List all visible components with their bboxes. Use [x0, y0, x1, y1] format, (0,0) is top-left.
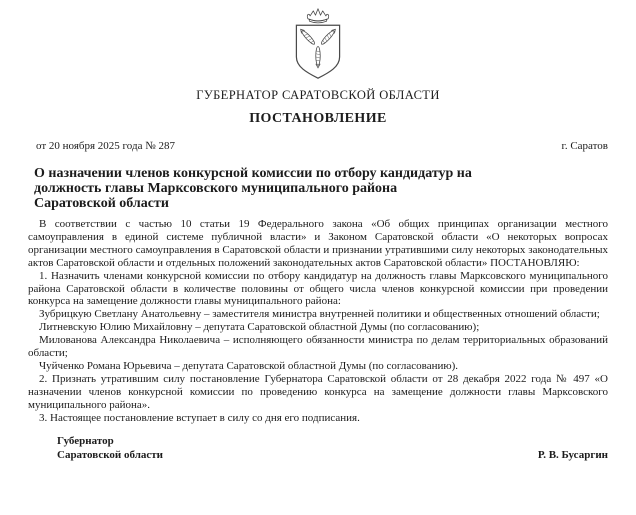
signatory-name: Р. В. Бусаргин: [537, 448, 608, 461]
document-paragraph: 3. Настоящее постановление вступает в силу со дня его подписания.: [39, 411, 360, 424]
date-and-number: от 20 ноября 2025 года № 287: [36, 140, 175, 152]
saratov-coat-of-arms-icon: [282, 6, 354, 82]
signature-block: [57, 434, 608, 462]
signatory-position-line2: Саратовской области: [57, 448, 164, 461]
document-paragraph: Литневскую Юлию Михайловну – депутата Саратовской областной Думы (по согласованию);: [39, 321, 480, 334]
issuing-authority: ГУБЕРНАТОР САРАТОВСКОЙ ОБЛАСТИ: [196, 88, 440, 102]
document-paragraph: Милованова Александра Николаевича – исполняющего обязанности министра по делам территориальных образований области;: [28, 334, 608, 360]
document-paragraph: Чуйченко Романа Юрьевича – депутата Саратовской областной Думы (по согласованию).: [39, 359, 458, 372]
signatory-position-line1: Губернатор: [57, 434, 114, 447]
signatory-position: [57, 434, 163, 462]
document-paragraph: В соответствии с частью 10 статьи 19 Федерального закона «Об общих принципах организации местного самоуправления в единой системе публичной власти» и Законом Саратовской области «О некоторых вопросах организации местного самоуправления в Саратовской области и признании утратившими силу некоторых законодательных актов Саратовской области и отдельных положений законодательных актов Саратовской области» ПОСТАНОВЛЯЮ:: [28, 218, 608, 269]
document-body: [28, 218, 608, 425]
place-of-issue: г. Саратов: [561, 140, 608, 152]
document-paragraph: 2. Признать утратившим силу постановление Губернатора Саратовской области от 28 декабря 2022 года № 497 «О назначении членов конкурсной комиссии по проведению конкурса на замещение должности главы Марксовского муниципального района».: [28, 372, 608, 411]
document-title: О назначении членов конкурсной комиссии по отбору кандидатур на должность главы Марксовского муниципального района Саратовской области: [34, 166, 472, 211]
date-row: [36, 140, 608, 152]
document-paragraph: 1. Назначить членами конкурсной комиссии по отбору кандидатур на должность главы Марксовского муниципального района Саратовской области в количестве половины от общего числа членов конкурсной комиссии при проведении конкурса на замещение должности главы муниципального района:: [28, 269, 608, 308]
document-type: ПОСТАНОВЛЕНИЕ: [249, 111, 387, 126]
document-paragraph: Зубрицкую Светлану Анатольевну – заместителя министра внутренней политики и общественных отношений области;: [39, 308, 600, 321]
